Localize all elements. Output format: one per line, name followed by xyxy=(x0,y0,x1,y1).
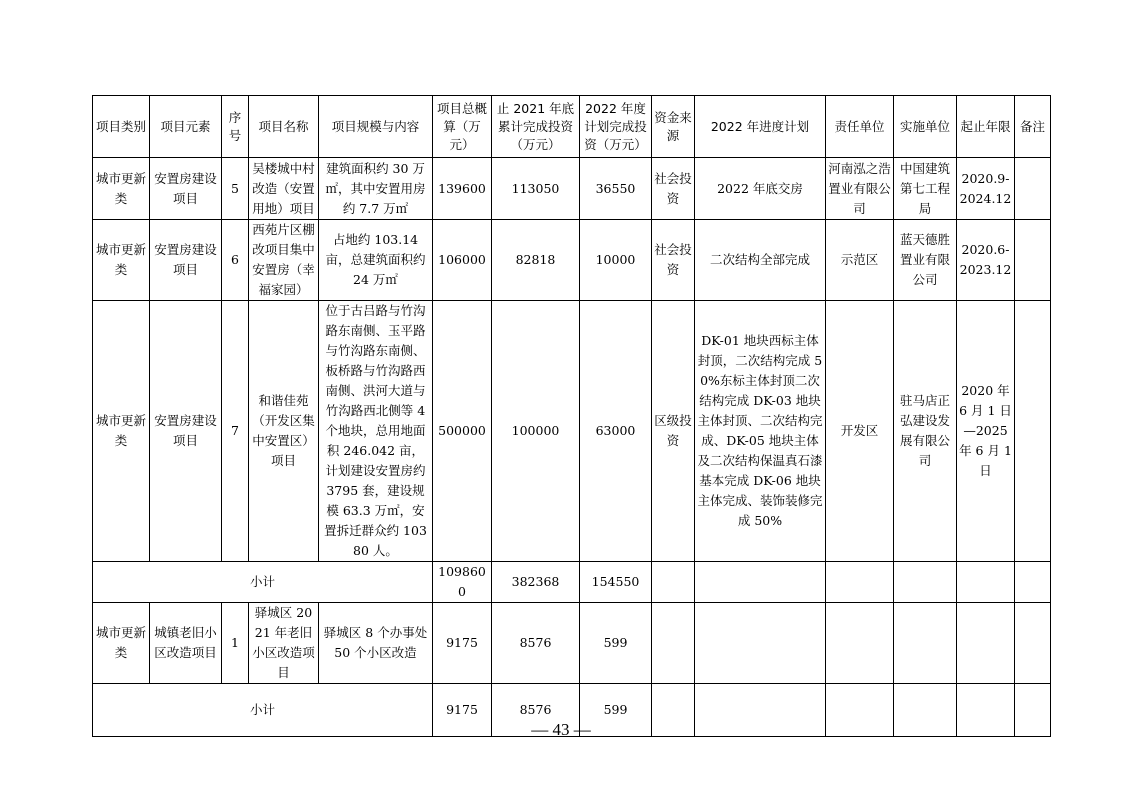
cell-note xyxy=(1015,301,1051,562)
cell-seq: 6 xyxy=(222,220,249,301)
header-period: 起止年限 xyxy=(957,96,1015,158)
cell-cumulative: 100000 xyxy=(492,301,580,562)
cell-name: 和谐佳苑（开发区集中安置区）项目 xyxy=(249,301,319,562)
empty-cell xyxy=(957,562,1015,603)
cell-category: 城市更新类 xyxy=(93,158,150,220)
header-total: 项目总概算（万元） xyxy=(433,96,492,158)
cell-scale: 建筑面积约 30 万㎡，其中安置用房约 7.7 万㎡ xyxy=(319,158,433,220)
cell-period: 2020.9-2024.12 xyxy=(957,158,1015,220)
subtotal-plan2022: 154550 xyxy=(580,562,652,603)
subtotal-label: 小计 xyxy=(93,684,433,737)
header-element: 项目元素 xyxy=(150,96,222,158)
empty-cell xyxy=(826,603,894,684)
cell-total: 9175 xyxy=(433,603,492,684)
cell-plan2022: 599 xyxy=(580,603,652,684)
cell-name: 驿城区 2021 年老旧小区改造项目 xyxy=(249,603,319,684)
cell-progress: 2022 年底交房 xyxy=(695,158,826,220)
empty-cell xyxy=(826,562,894,603)
empty-cell xyxy=(695,562,826,603)
cell-scale: 位于古吕路与竹沟路东南侧、玉平路与竹沟路东南侧、板桥路与竹沟路西南侧、洪河大道与竹沟路西北侧等 4 个地块，总用地面积 246.042 亩，计划建设安置房约 3795 套，建设规模 63.3 万㎡，安置拆迁群众约 10380 人。 xyxy=(319,301,433,562)
cell-plan2022: 10000 xyxy=(580,220,652,301)
table-row xyxy=(93,603,1051,684)
cell-element: 安置房建设项目 xyxy=(150,158,222,220)
cell-plan2022: 63000 xyxy=(580,301,652,562)
empty-cell xyxy=(1015,562,1051,603)
empty-cell xyxy=(652,603,695,684)
cell-fund: 区级投资 xyxy=(652,301,695,562)
cell-impl: 中国建筑第七工程局 xyxy=(894,158,957,220)
header-impl: 实施单位 xyxy=(894,96,957,158)
table-row xyxy=(93,158,1051,220)
empty-cell xyxy=(695,603,826,684)
cell-note xyxy=(1015,220,1051,301)
cell-category: 城市更新类 xyxy=(93,220,150,301)
cell-total: 500000 xyxy=(433,301,492,562)
subtotal-plan2022: 599 xyxy=(580,684,652,737)
cell-scale: 驿城区 8 个办事处 50 个小区改造 xyxy=(319,603,433,684)
cell-progress: DK-01 地块西标主体封顶，二次结构完成 50%东标主体封顶二次结构完成 DK-03 地块主体封顶、二次结构完成、DK-05 地块主体及二次结构保温真石漆基本完成 DK-06 地块主体完成、装饰装修完成 50% xyxy=(695,301,826,562)
header-seq: 序号 xyxy=(222,96,249,158)
subtotal-row xyxy=(93,562,1051,603)
project-table xyxy=(92,95,1051,737)
cell-seq: 7 xyxy=(222,301,249,562)
header-scale: 项目规模与内容 xyxy=(319,96,433,158)
cell-fund: 社会投资 xyxy=(652,220,695,301)
subtotal-cumulative: 8576 xyxy=(492,684,580,737)
cell-seq: 1 xyxy=(222,603,249,684)
cell-cumulative: 113050 xyxy=(492,158,580,220)
cell-scale: 占地约 103.14 亩，总建筑面积约 24 万㎡ xyxy=(319,220,433,301)
cell-total: 139600 xyxy=(433,158,492,220)
header-category: 项目类别 xyxy=(93,96,150,158)
cell-element: 安置房建设项目 xyxy=(150,220,222,301)
header-plan2022: 2022 年度计划完成投资（万元） xyxy=(580,96,652,158)
header-progress: 2022 年进度计划 xyxy=(695,96,826,158)
empty-cell xyxy=(894,603,957,684)
table-row xyxy=(93,301,1051,562)
cell-element: 安置房建设项目 xyxy=(150,301,222,562)
cell-resp: 示范区 xyxy=(826,220,894,301)
cell-category: 城市更新类 xyxy=(93,301,150,562)
subtotal-cumulative: 382368 xyxy=(492,562,580,603)
cell-impl: 驻马店正弘建设发展有限公司 xyxy=(894,301,957,562)
cell-progress: 二次结构全部完成 xyxy=(695,220,826,301)
empty-cell xyxy=(894,562,957,603)
cell-category: 城市更新类 xyxy=(93,603,150,684)
cell-period: 2020 年 6 月 1 日—2025 年 6 月 1 日 xyxy=(957,301,1015,562)
header-name: 项目名称 xyxy=(249,96,319,158)
cell-resp: 开发区 xyxy=(826,301,894,562)
cell-cumulative: 8576 xyxy=(492,603,580,684)
cell-impl: 蓝天德胜置业有限公司 xyxy=(894,220,957,301)
cell-period: 2020.6-2023.12 xyxy=(957,220,1015,301)
empty-cell xyxy=(1015,603,1051,684)
page-number: — 43 — xyxy=(531,720,591,739)
cell-note xyxy=(1015,158,1051,220)
empty-cell xyxy=(957,603,1015,684)
cell-resp: 河南泓之浩置业有限公司 xyxy=(826,158,894,220)
table-row xyxy=(93,220,1051,301)
header-note: 备注 xyxy=(1015,96,1051,158)
cell-plan2022: 36550 xyxy=(580,158,652,220)
cell-name: 西苑片区棚改项目集中安置房（幸福家园） xyxy=(249,220,319,301)
header-row xyxy=(93,96,1051,158)
cell-name: 吴楼城中村改造（安置用地）项目 xyxy=(249,158,319,220)
header-fund: 资金来源 xyxy=(652,96,695,158)
cell-element: 城镇老旧小区改造项目 xyxy=(150,603,222,684)
subtotal-total: 1098600 xyxy=(433,562,492,603)
header-cumulative: 止 2021 年底累计完成投资（万元） xyxy=(492,96,580,158)
cell-cumulative: 82818 xyxy=(492,220,580,301)
cell-fund: 社会投资 xyxy=(652,158,695,220)
empty-cell xyxy=(652,562,695,603)
subtotal-total: 9175 xyxy=(433,684,492,737)
subtotal-label: 小计 xyxy=(93,562,433,603)
cell-seq: 5 xyxy=(222,158,249,220)
cell-total: 106000 xyxy=(433,220,492,301)
header-resp: 责任单位 xyxy=(826,96,894,158)
